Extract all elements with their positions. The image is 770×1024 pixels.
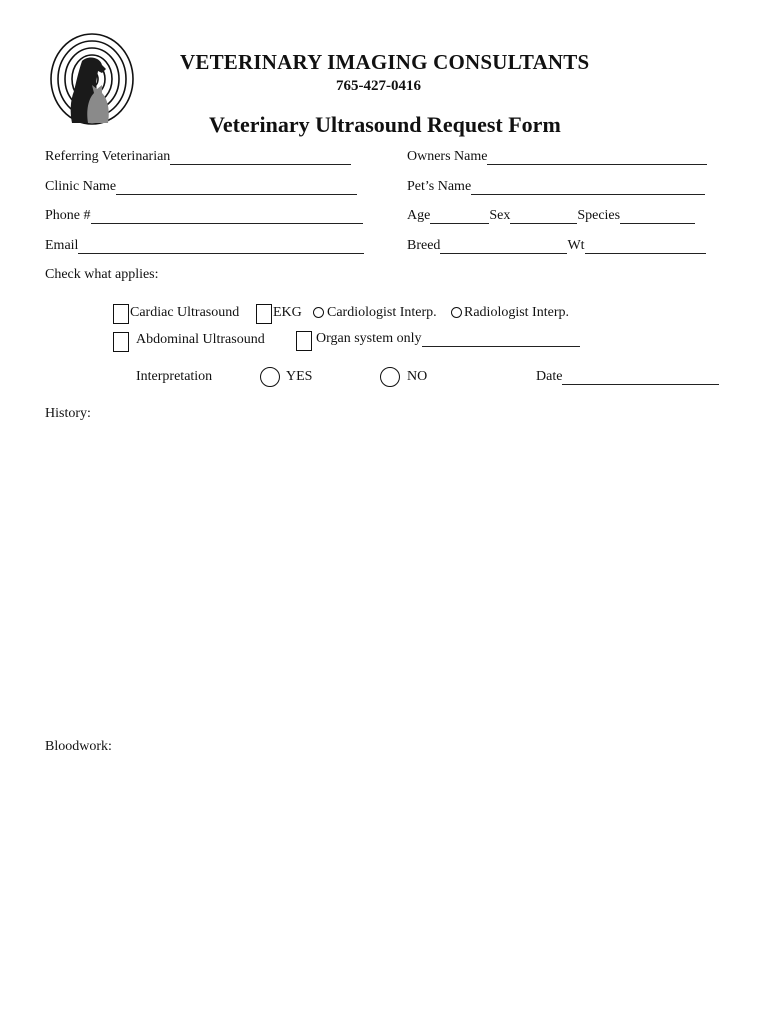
clinic-name-label: Clinic Name: [45, 179, 117, 194]
cardiologist-radio[interactable]: [313, 307, 324, 318]
interpretation-yes-radio[interactable]: [260, 367, 280, 387]
email-field[interactable]: [45, 238, 364, 254]
bloodwork-area[interactable]: [45, 762, 725, 992]
owners-name-field[interactable]: [407, 149, 707, 165]
species-label: Species: [577, 208, 621, 223]
pets-name-label: Pet’s Name: [407, 179, 472, 194]
interpretation-yes-label: YES: [286, 369, 313, 384]
referring-vet-line[interactable]: [170, 151, 351, 165]
interpretation-label: Interpretation: [136, 369, 213, 384]
clinic-logo: [48, 33, 138, 129]
clinic-name-field[interactable]: [45, 179, 357, 195]
age-label: Age: [407, 208, 431, 223]
age-sex-species-field[interactable]: [407, 208, 695, 224]
bloodwork-label: Bloodwork:: [45, 739, 112, 754]
owners-name-line[interactable]: [487, 151, 707, 165]
interpretation-no-label: NO: [407, 369, 428, 384]
age-line[interactable]: [430, 210, 489, 224]
check-applies-label: Check what applies:: [45, 267, 159, 282]
date-field[interactable]: [536, 369, 719, 385]
sex-line[interactable]: [510, 210, 577, 224]
history-area[interactable]: [45, 428, 725, 728]
species-line[interactable]: [620, 210, 695, 224]
referring-vet-field[interactable]: [45, 149, 351, 165]
breed-label: Breed: [407, 238, 441, 253]
phone-field[interactable]: [45, 208, 363, 224]
breed-line[interactable]: [440, 240, 567, 254]
organ-line[interactable]: [422, 333, 580, 347]
wt-label: Wt: [567, 238, 585, 253]
clinic-name-line[interactable]: [116, 181, 357, 195]
phone-label: Phone #: [45, 208, 91, 223]
sex-label: Sex: [489, 208, 511, 223]
email-line[interactable]: [78, 240, 364, 254]
phone-line[interactable]: [91, 210, 363, 224]
cardiologist-label: Cardiologist Interp.: [327, 305, 437, 320]
company-phone: 765-427-0416: [336, 78, 421, 94]
date-label: Date: [536, 369, 563, 384]
organ-checkbox[interactable]: [296, 331, 312, 351]
ekg-checkbox[interactable]: [256, 304, 272, 324]
email-label: Email: [45, 238, 79, 253]
organ-label: Organ system only: [316, 331, 422, 346]
history-label: History:: [45, 406, 91, 421]
cardiac-checkbox[interactable]: [113, 304, 129, 324]
owners-name-label: Owners Name: [407, 149, 488, 164]
ekg-label: EKG: [273, 305, 302, 320]
interpretation-no-radio[interactable]: [380, 367, 400, 387]
wt-line[interactable]: [585, 240, 706, 254]
radiologist-label: Radiologist Interp.: [464, 305, 569, 320]
breed-wt-field[interactable]: [407, 238, 706, 254]
abdominal-checkbox[interactable]: [113, 332, 129, 352]
date-line[interactable]: [562, 371, 719, 385]
organ-field[interactable]: [316, 331, 580, 347]
company-name: VETERINARY IMAGING CONSULTANTS: [180, 50, 590, 74]
abdominal-label: Abdominal Ultrasound: [136, 332, 265, 347]
pets-name-field[interactable]: [407, 179, 705, 195]
cardiac-label: Cardiac Ultrasound: [130, 305, 240, 320]
pets-name-line[interactable]: [471, 181, 705, 195]
form-title: Veterinary Ultrasound Request Form: [209, 112, 561, 137]
referring-vet-label: Referring Veterinarian: [45, 149, 171, 164]
radiologist-radio[interactable]: [451, 307, 462, 318]
